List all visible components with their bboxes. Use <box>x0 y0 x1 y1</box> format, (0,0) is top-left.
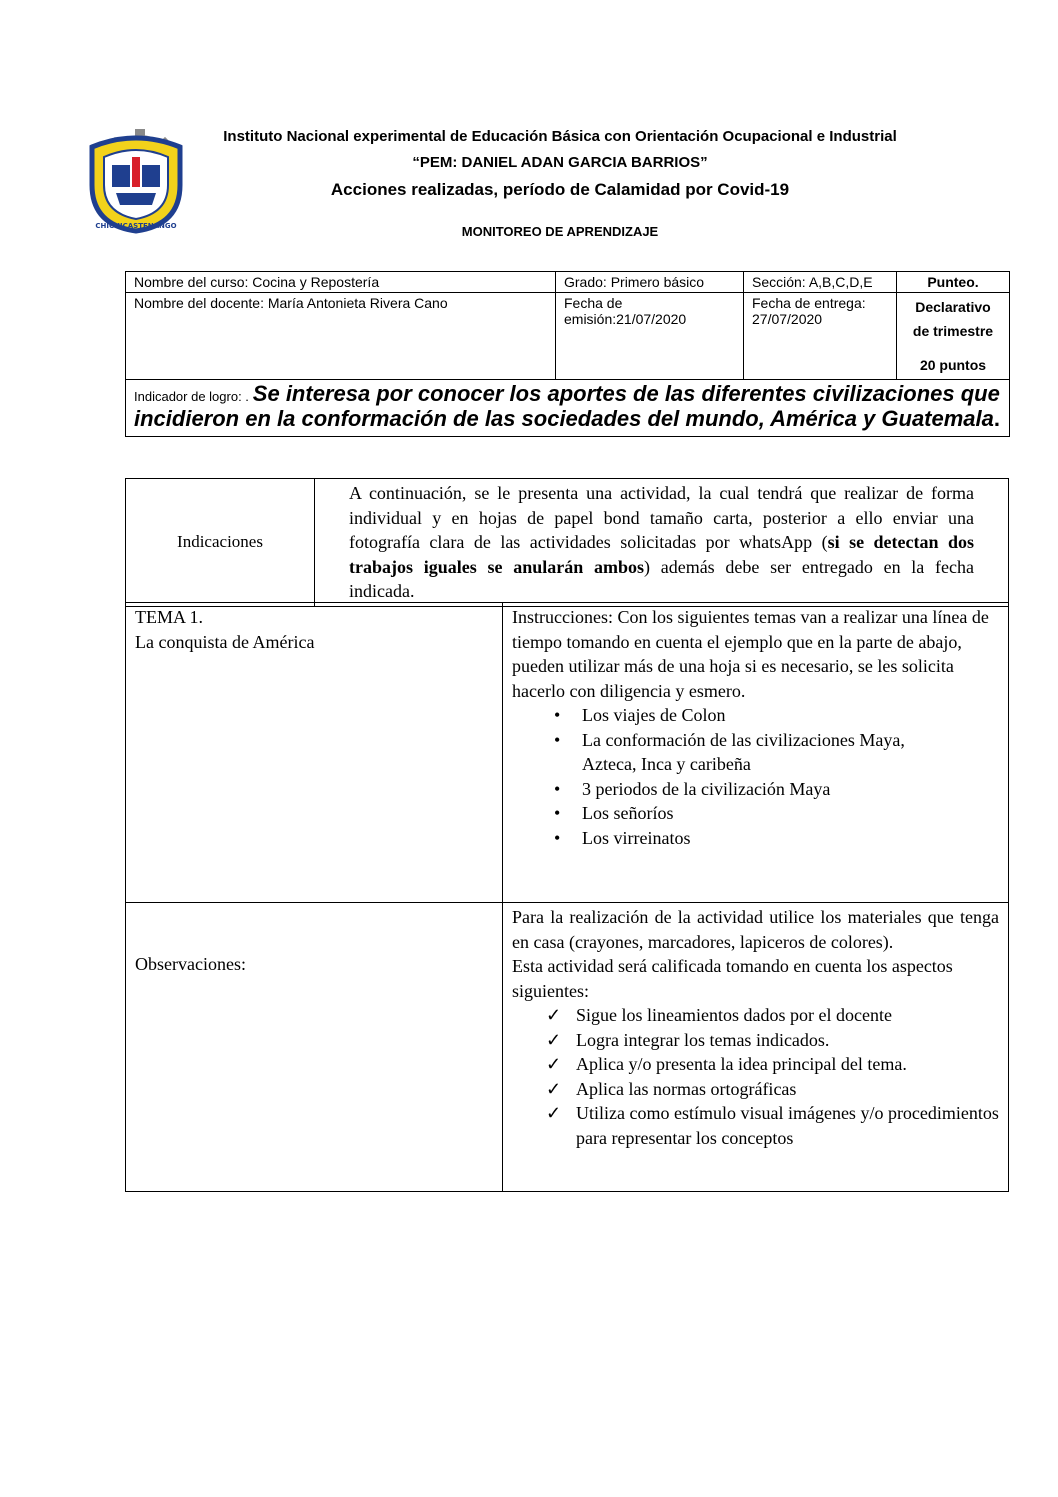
score-detail <box>897 293 1010 380</box>
instructions-text-before: A continuación, se le presenta una actividad, la cual tendrá que realizar de forma individual y en hojas de papel bond tamaño carta, posterior a ello enviar una fotografía clara de las actividades solicitadas por whatsApp ( <box>349 483 974 552</box>
list-item: • Los virreinatos <box>582 826 999 851</box>
due-date <box>744 293 897 380</box>
shield-icon <box>92 138 180 231</box>
activity-table <box>125 602 1009 1192</box>
due-date-label: Fecha de entrega: <box>752 295 866 311</box>
topic-instructions-cell <box>503 603 1009 903</box>
school-name: “PEM: DANIEL ADAN GARCIA BARRIOS” <box>412 154 708 171</box>
instructions-label: Indicaciones <box>126 479 315 607</box>
grade: Grado: Primero básico <box>556 272 744 293</box>
score-label: Punteo. <box>897 272 1010 293</box>
list-item: • 3 periodos de la civilización Maya <box>582 777 999 802</box>
teacher-name: Nombre del docente: María Antonieta Rivera Cano <box>126 293 556 380</box>
observations-materials: Para la realización de la actividad utilice los materiales que tenga en casa (crayones, marcadores, lapiceros de colores). <box>512 907 999 952</box>
observations-label-cell <box>126 903 503 1192</box>
list-item <box>546 1101 999 1150</box>
list-item <box>546 1077 999 1102</box>
criteria-text: Logra integrar los temas indicados. <box>576 1029 830 1050</box>
section: Sección: A,B,C,D,E <box>744 272 897 293</box>
checkmark-icon: ✓ <box>546 1054 562 1074</box>
document-subtitle: Acciones realizadas, período de Calamidad por Covid-19 <box>330 180 790 199</box>
declarative-line1: Declarativo <box>915 299 991 315</box>
list-item <box>546 1003 999 1028</box>
issue-date-label: Fecha de <box>564 295 623 311</box>
observations-cell <box>503 903 1009 1192</box>
checkmark-icon: ✓ <box>546 1029 562 1050</box>
school-logo <box>82 127 190 235</box>
course-name: Nombre del curso: Cocina y Repostería <box>126 272 556 293</box>
topic-label: TEMA 1. <box>135 607 204 627</box>
instructions-text <box>315 479 1009 607</box>
observations-criteria-intro: Esta actividad será calificada tomando en cuenta los aspectos siguientes: <box>512 956 953 1001</box>
list-item <box>546 1028 999 1053</box>
list-item <box>546 1052 999 1077</box>
topic-cell <box>126 603 503 903</box>
topic-list <box>512 703 999 850</box>
criteria-text: Sigue los lineamientos dados por el docente <box>576 1005 892 1025</box>
list-item: • Los viajes de Colon <box>582 703 999 728</box>
due-date-value: 27/07/2020 <box>752 311 823 327</box>
achievement-label: Indicador de logro: . <box>134 389 249 404</box>
achievement-indicator <box>126 380 1010 437</box>
criteria-text: Aplica las normas ortográficas <box>576 1078 797 1099</box>
institute-name: Instituto Nacional experimental de Educación Básica con Orientación Ocupacional e Industrial <box>223 128 897 145</box>
list-item: • Los señoríos <box>582 801 999 826</box>
issue-date <box>556 293 744 380</box>
achievement-end: . <box>993 406 1001 431</box>
achievement-text: Se interesa por conocer los aportes de las diferentes civilizaciones que incidieron en la conformación de las sociedades del mundo, América y Guatemala <box>134 381 1000 431</box>
checkmark-icon: ✓ <box>546 1005 562 1025</box>
instructions-warning: si se detectan dos trabajos iguales se anularán ambos <box>349 532 974 577</box>
criteria-text: Aplica y/o presenta la idea principal del tema. <box>576 1054 907 1074</box>
instructions-text-after: ) además debe ser entregado en la fecha indicada. <box>349 556 974 601</box>
points: 20 puntos <box>919 357 987 373</box>
criteria-text: Utiliza como estímulo visual imágenes y/o procedimientos para representar los conceptos <box>576 1103 999 1148</box>
topic-instructions: Instrucciones: Con los siguientes temas van a realizar una línea de tiempo tomando en cuenta el ejemplo que en la parte de abajo, pueden utilizar más de una hoja si es necesario, se les solicita hacerlo con diligencia y esmero. <box>512 607 989 701</box>
instructions-table <box>125 478 1009 607</box>
declarative-line2: de trimestre <box>912 323 994 339</box>
logo-caption: CHICHICASTENANGO <box>95 222 177 230</box>
topic-title: La conquista de América <box>135 631 315 652</box>
list-item: • La conformación de las civilizaciones Maya, Azteca, Inca y caribeña <box>582 728 999 777</box>
document-title: MONITOREO DE APRENDIZAJE <box>461 224 659 239</box>
checkmark-icon: ✓ <box>546 1103 562 1123</box>
issue-date-value: emisión:21/07/2020 <box>564 311 687 327</box>
observations-label: Observaciones: <box>135 954 246 974</box>
course-info-table <box>125 271 1010 437</box>
criteria-list <box>512 1003 999 1150</box>
checkmark-icon: ✓ <box>546 1078 562 1099</box>
